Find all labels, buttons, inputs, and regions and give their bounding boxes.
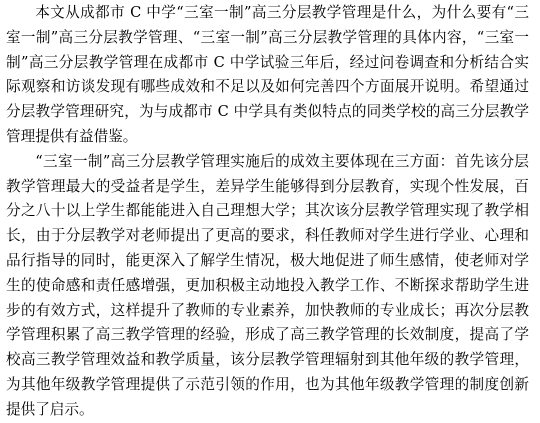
paragraph-outcomes: “三室一制”高三分层教学管理实施后的成效主要体现在三方面：首先该分层教学管理最大的受益者是学生，差异学生能够得到分层教育，实现个性发展，百分之八十以上学生都能能进入自己理想大学；其次该分层教学管理实现了教学相长，由于分层教学对老师提出了更高的要求，科任教师对学生进行学业、心理和品行指导的同时，能更深入了解学生情况，极大地促进了师生感情，使老师对学生的使命感和责任感增强，更加积极主动地投入教学工作、不断探求帮助学生进步的有效方式，这样提升了教师的专业素养，加快教师的专业成长；再次分层教学管理积累了高三教学管理的经验，形成了高三教学管理的长效制度，提高了学校高三教学管理效益和教学质量，该分层教学管理辐射到其他年级的教学管理，为其他年级教学管理提供了示范引领的作用，也为其他年级教学管理的制度创新提供了启示。: [6, 152, 529, 418]
document-body: [6, 1, 529, 423]
paragraph-introduction: 本文从成都市 C 中学“三室一制”高三分层教学管理是什么，为什么要有“三室一制”高三分层教学管理、“三室一制”高三分层教学管理的具体内容，“三室一制”高三分层教学管理在成都市 C 中学试验三年后，经过问卷调查和分析结合实际观察和访谈发现有哪些成效和不足以及如何完善四个方面展开说明。希望通过分层教学管理研究，为与成都市 C 中学具有类似特点的同类学校的高三分层教学管理提供有益借鉴。: [6, 4, 529, 145]
